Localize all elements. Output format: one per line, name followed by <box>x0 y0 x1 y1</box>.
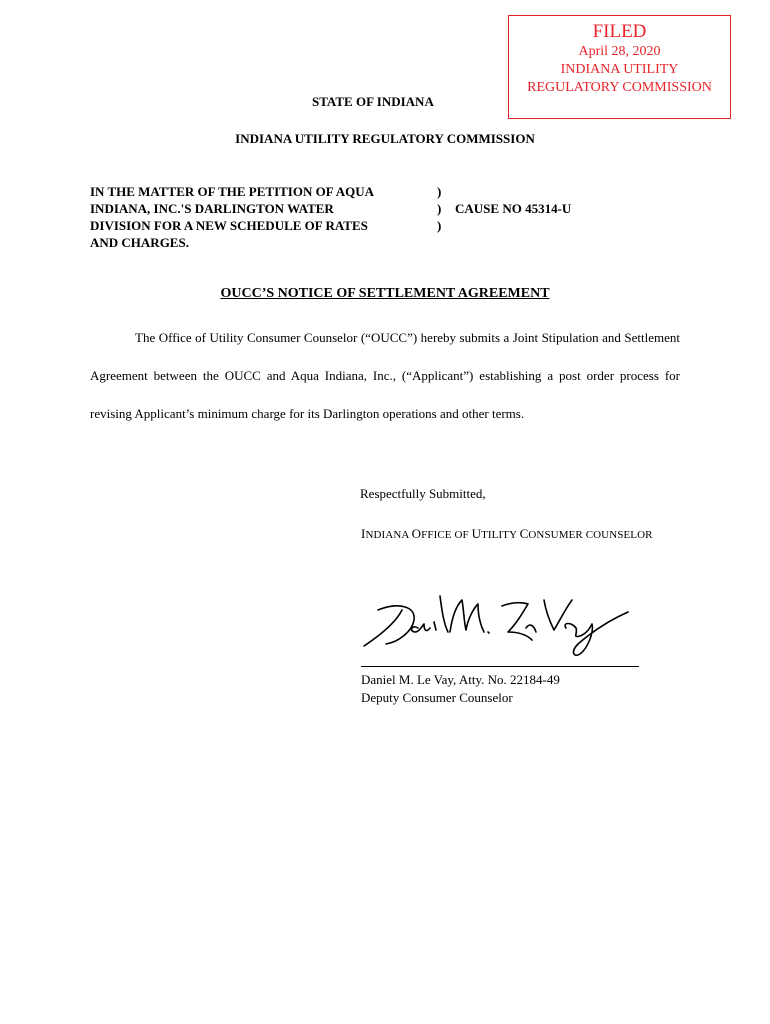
commission-heading: INDIANA UTILITY REGULATORY COMMISSION <box>235 131 535 146</box>
stamp-line-1: INDIANA UTILITY <box>560 62 679 77</box>
caption-brackets <box>437 183 441 234</box>
cause-number: CAUSE NO 45314-U <box>455 201 572 216</box>
matter-line: IN THE MATTER OF THE PETITION OF AQUA <box>90 184 375 199</box>
closing-text: Respectfully Submitted, <box>360 486 486 501</box>
caption-paren: ) <box>437 184 442 199</box>
filed-stamp <box>508 15 731 119</box>
stamp-line-2: REGULATORY COMMISSION <box>527 80 712 95</box>
notice-title: OUCC’S NOTICE OF SETTLEMENT AGREEMENT <box>220 286 550 301</box>
signature-line <box>361 666 639 667</box>
signature-image <box>358 588 638 660</box>
matter-line: AND CHARGES. <box>90 235 189 250</box>
matter-line: DIVISION FOR A NEW SCHEDULE OF RATES <box>90 218 368 233</box>
signer-title: Deputy Consumer Counselor <box>361 690 513 705</box>
signer-block <box>361 671 560 707</box>
office-name: INDIANA OFFICE OF UTILITY CONSUMER COUNSELOR <box>361 526 653 541</box>
notice-body: The Office of Utility Consumer Counselor (“OUCC”) hereby submits a Joint Stipulation and Settlement Agreement between the OUCC and Aqua Indiana, Inc., (“Applicant”) establishing a post order process for revising Applicant’s minimum charge for its Darlington operations and other terms. <box>90 330 680 421</box>
state-heading: STATE OF INDIANA <box>312 94 434 109</box>
matter-line: INDIANA, INC.'S DARLINGTON WATER <box>90 201 334 216</box>
matter-caption <box>90 183 420 251</box>
stamp-date: April 28, 2020 <box>578 44 661 59</box>
signer-name: Daniel M. Le Vay, Atty. No. 22184-49 <box>361 672 560 687</box>
stamp-title: FILED <box>592 21 647 42</box>
caption-paren: ) <box>437 218 442 233</box>
caption-paren: ) <box>437 201 442 216</box>
